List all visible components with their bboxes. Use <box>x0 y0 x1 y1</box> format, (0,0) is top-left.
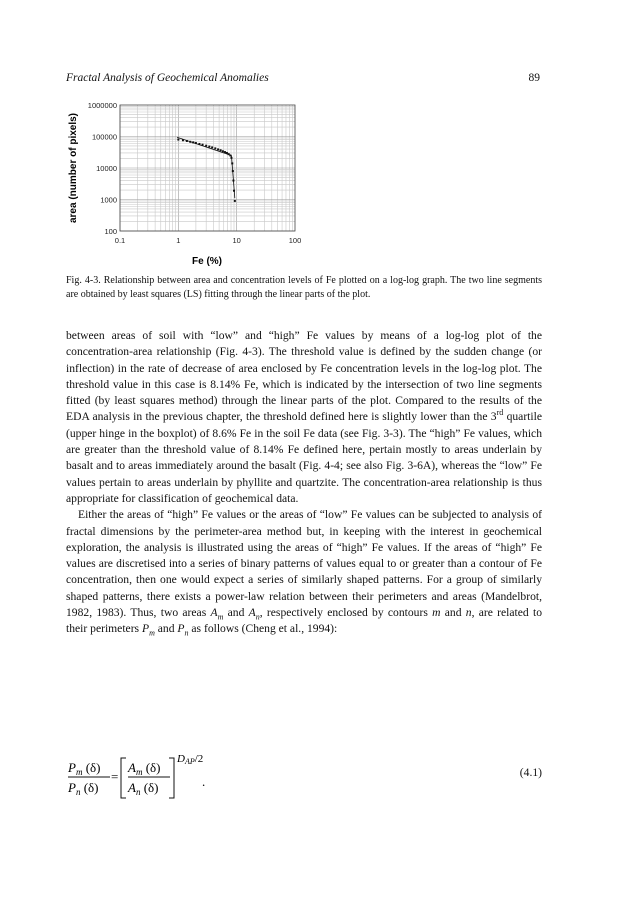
var-m: m <box>432 606 441 620</box>
eq-right-denominator: $A_n$ (δ) <box>128 780 159 797</box>
x-tick-label: 10 <box>232 236 241 245</box>
running-head <box>66 72 540 84</box>
eq-trailing-period: . <box>202 774 206 789</box>
p2-text-d: as follows (Cheng et al., 1994): <box>188 622 338 636</box>
eq-exponent: DAP/2 <box>177 753 204 766</box>
y-tick-label: 1000 <box>100 195 117 205</box>
data-point <box>211 146 213 148</box>
data-point <box>233 190 235 192</box>
eq-left-denominator: $P_n$ (δ) <box>68 780 99 797</box>
eq-left-numerator: $P_m$ (δ) <box>68 760 101 777</box>
var-n: n <box>465 606 472 620</box>
eq-right-numerator: $A_m$ (δ) <box>128 760 161 777</box>
p2-text-a: Either the areas of “high” Fe values or the areas of “low” Fe values can be subjected to analysis of fractal dimensions by the perimeter-area method but, in keeping with the interest in geochemical exploration, the analysis is illustrated using the areas of “high” Fe values. If the areas of “high” Fe values are discretised into a series of binary patterns of values equal to or greater than a contour of Fe concentration, then one would expect a series of similarly shaped patterns. For a group of similarly shaped patterns, there exists a power-law relation between their perimeters and areas (Mandelbrot, 1982, 1983). Thus, two areas <box>66 508 542 620</box>
p1-text-b: quartile (upper hinge in the boxplot) of 8.6% Fe in the soil Fe data (see Fig. 3-3). The “high” Fe values, which are greater than the threshold value of 8.14% Fe defined here, pertain mostly to areas underlain by basalt and to areas immediately around the basalt (Fig. 4-4; see also Fig. 3-6A), whereas the “low” Fe values pertain to areas underlain by phyllite and quartzite. The concentration-area relationship is thus appropriate for classification of geochemical data. <box>66 410 542 505</box>
data-point <box>202 144 204 146</box>
data-point <box>224 151 226 153</box>
fit-line <box>231 155 234 198</box>
data-point <box>222 150 224 152</box>
y-axis-label: area (number of pixels) <box>68 112 79 224</box>
sub-n: n <box>184 628 189 638</box>
data-point <box>232 180 234 182</box>
paragraph-1 <box>66 328 542 507</box>
data-point <box>186 140 188 142</box>
figure-4-3 <box>62 95 322 270</box>
chart-grid <box>120 105 295 231</box>
sub-m: m <box>217 612 224 622</box>
p2-and: and <box>223 606 249 620</box>
body-text <box>66 328 542 638</box>
p2-text-c: , are related to their perimeters <box>66 606 543 636</box>
y-tick-label: 100000 <box>91 132 117 142</box>
data-point <box>189 141 191 143</box>
x-tick-labels <box>115 236 301 245</box>
page-number: 89 <box>528 72 540 84</box>
x-axis-label: Fe (%) <box>192 256 222 267</box>
y-tick-label: 1000000 <box>87 101 117 110</box>
data-point <box>230 157 232 159</box>
var-P: P <box>177 622 185 636</box>
sub-m: m <box>149 628 155 638</box>
data-point <box>232 170 234 172</box>
data-point <box>192 141 194 143</box>
y-tick-label: 10000 <box>96 164 117 173</box>
x-tick-label: 100 <box>288 236 302 245</box>
p2-and: and <box>154 622 178 636</box>
p1-superscript: rd <box>496 408 504 418</box>
p2-text-b: , respectively enclosed by contours <box>259 606 433 620</box>
concentration-area-chart <box>62 95 322 270</box>
data-point <box>231 162 233 164</box>
data-point <box>229 154 231 156</box>
data-point <box>217 148 219 150</box>
data-point <box>182 139 184 141</box>
eq-right-bracket <box>169 758 174 798</box>
p2-and: and <box>440 606 466 620</box>
eq-left-bracket <box>121 758 126 798</box>
var-P: P <box>141 622 150 636</box>
data-point <box>177 139 179 141</box>
sub-n: n <box>255 612 260 622</box>
paragraph-2 <box>66 507 542 637</box>
data-point <box>198 143 200 145</box>
data-point <box>220 149 222 151</box>
data-point <box>226 152 228 154</box>
equation-4-1 <box>66 748 542 808</box>
running-title: Fractal Analysis of Geochemical Anomalies <box>66 72 269 84</box>
equation-graphic <box>66 748 266 808</box>
y-tick-labels <box>88 101 117 236</box>
data-points <box>177 139 235 202</box>
x-tick-label: 1 <box>176 236 181 245</box>
y-tick-label: 100 <box>104 227 117 236</box>
var-A: A <box>210 606 218 620</box>
x-tick-label: 0.1 <box>114 236 126 245</box>
var-A: A <box>248 606 256 620</box>
figure-caption: Fig. 4-3. Relationship between area and concentration levels of Fe plotted on a log-log graph. The two line segments are obtained by least squares (LS) fitting through the linear parts of the plot. <box>66 275 542 300</box>
equation-number: (4.1) <box>519 766 542 779</box>
eq-equals: = <box>111 769 119 784</box>
data-point <box>195 142 197 144</box>
data-point <box>234 200 236 202</box>
data-point <box>205 145 207 147</box>
p1-text-a: between areas of soil with “low” and “high” Fe values by means of a log-log plot of the concentration-area relationship (Fig. 4-3). The threshold value is defined by the sudden change (or inflection) in the rate of decrease of area enclosed by Fe concentration levels in the log-log plot. The threshold value in this case is 8.14% Fe, which is indicated by the intersection of two line segments fitted (by least squares method) through the linear parts of the plot. Compared to the results of the EDA analysis in the previous chapter, the threshold defined here is slightly lower than the 3 <box>66 329 542 424</box>
data-point <box>214 147 216 149</box>
data-point <box>208 146 210 148</box>
